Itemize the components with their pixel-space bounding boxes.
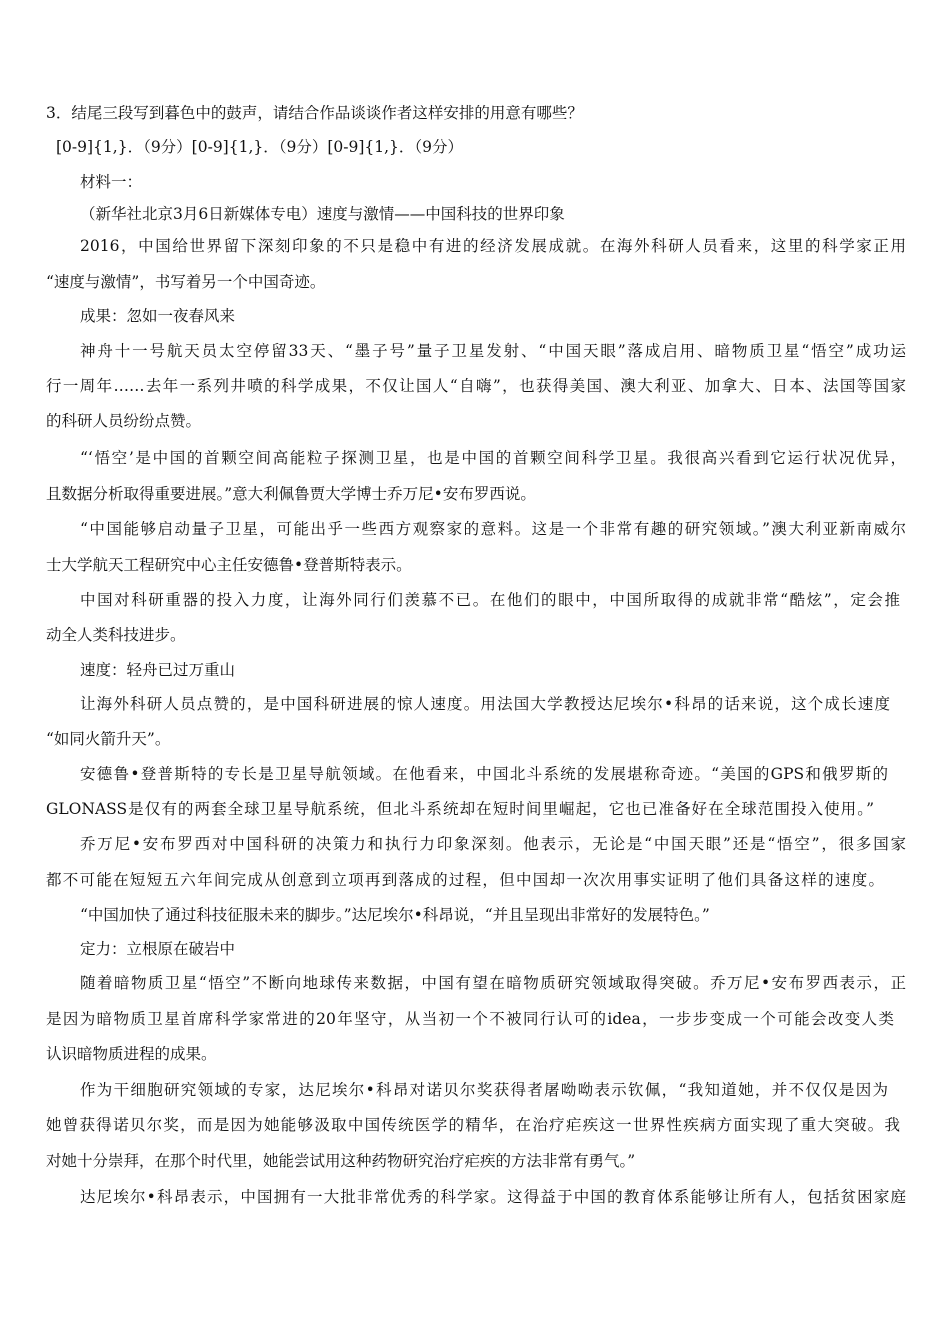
paragraph-line: 随着暗物质卫星“悟空”不断向地球传来数据，中国有望在暗物质研究领域取得突破。乔万尼•安布罗西表示，正: [80, 974, 906, 992]
paragraph-line: 作为干细胞研究领域的专家，达尼埃尔•科昂对诺贝尔奖获得者屠呦呦表示钦佩，“我知道她，并不仅仅是因为: [80, 1081, 888, 1099]
material-label: 材料一：: [80, 173, 143, 191]
paragraph-line: 的科研人员纷纷点赞。: [46, 412, 202, 430]
question-text: 3．结尾三段写到暮色中的鼓声，请结合作品谈谈作者这样安排的用意有哪些？: [46, 104, 583, 122]
paragraph-line: 她曾获得诺贝尔奖，而是因为她能够汲取中国传统医学的精华，在治疗疟疾这一世界性疾病方面实现了重大突破。我: [46, 1116, 900, 1134]
paragraph-line: “中国能够启动量子卫星，可能出乎一些西方观察家的意料。这是一个非常有趣的研究领域。”澳大利亚新南威尔: [80, 520, 906, 538]
paragraph-line: 行一周年……去年一系列井喷的科学成果，不仅让国人“自嗨”，也获得美国、澳大利亚、加拿大、日本、法国等国家: [46, 377, 906, 395]
paragraph-line: GLONASS是仅有的两套全球卫星导航系统，但北斗系统却在短时间里崛起，它也已准备好在全球范围投入使用。”: [46, 800, 874, 818]
section-heading: 成果：忽如一夜春风来: [80, 307, 236, 325]
paragraph-line: 动全人类科技进步。: [46, 626, 186, 644]
paragraph-line: 认识暗物质进程的成果。: [46, 1045, 217, 1063]
paragraph-line: 让海外科研人员点赞的，是中国科研进展的惊人速度。用法国大学教授达尼埃尔•科昂的话来说，这个成长速度: [80, 695, 890, 713]
paragraph-line: “‘悟空’是中国的首颗空间高能粒子探测卫星，也是中国的首颗空间科学卫星。我很高兴看到它运行状况优异，: [80, 449, 906, 467]
paragraph-line: 神舟十一号航天员太空停留33天、“墨子号”量子卫星发射、“中国天眼”落成启用、暗物质卫星“悟空”成功运: [80, 342, 906, 360]
paragraph-line: 达尼埃尔•科昂表示，中国拥有一大批非常优秀的科学家。这得益于中国的教育体系能够让所有人，包括贫困家庭: [80, 1188, 906, 1206]
paragraph-line: 2016，中国给世界留下深刻印象的不只是稳中有进的经济发展成就。在海外科研人员看来，这里的科学家正用: [80, 237, 906, 255]
paragraph-line: “如同火箭升天”。: [46, 730, 171, 748]
score-line: [0-9]{1,}．（9分）[0-9]{1,}．（9分）[0-9]{1,}．（9分）: [56, 138, 464, 156]
material-source: （新华社北京3月6日新媒体专电）速度与激情——中国科技的世界印象: [80, 205, 565, 223]
section-heading: 定力：立根原在破岩中: [80, 940, 236, 958]
paragraph-line: 都不可能在短短五六年间完成从创意到立项再到落成的过程，但中国却一次次用事实证明了他们具备这样的速度。: [46, 871, 884, 889]
paragraph-line: “速度与激情”，书写着另一个中国奇迹。: [46, 273, 326, 291]
paragraph-line: “中国加快了通过科技征服未来的脚步。”达尼埃尔•科昂说，“并且呈现出非常好的发展特色。”: [80, 906, 710, 924]
paragraph-line: 且数据分析取得重要进展。”意大利佩鲁贾大学博士乔万尼•安布罗西说。: [46, 485, 536, 503]
section-heading: 速度：轻舟已过万重山: [80, 661, 236, 679]
paragraph-line: 士大学航天工程研究中心主任安德鲁•登普斯特表示。: [46, 556, 412, 574]
paragraph-line: 中国对科研重器的投入力度，让海外同行们羡慕不已。在他们的眼中，中国所取得的成就非常“酷炫”，定会推: [80, 591, 900, 609]
paragraph-line: 安德鲁•登普斯特的专长是卫星导航领域。在他看来，中国北斗系统的发展堪称奇迹。“美国的GPS和俄罗斯的: [80, 765, 888, 783]
paragraph-line: 对她十分崇拜，在那个时代里，她能尝试用这种药物研究治疗疟疾的方法非常有勇气。”: [46, 1152, 636, 1170]
paragraph-line: 乔万尼•安布罗西对中国科研的决策力和执行力印象深刻。他表示，无论是“中国天眼”还是“悟空”，很多国家: [80, 835, 906, 853]
paragraph-line: 是因为暗物质卫星首席科学家常进的20年坚守，从当初一个不被同行认可的idea，一步步变成一个可能会改变人类: [46, 1010, 894, 1028]
